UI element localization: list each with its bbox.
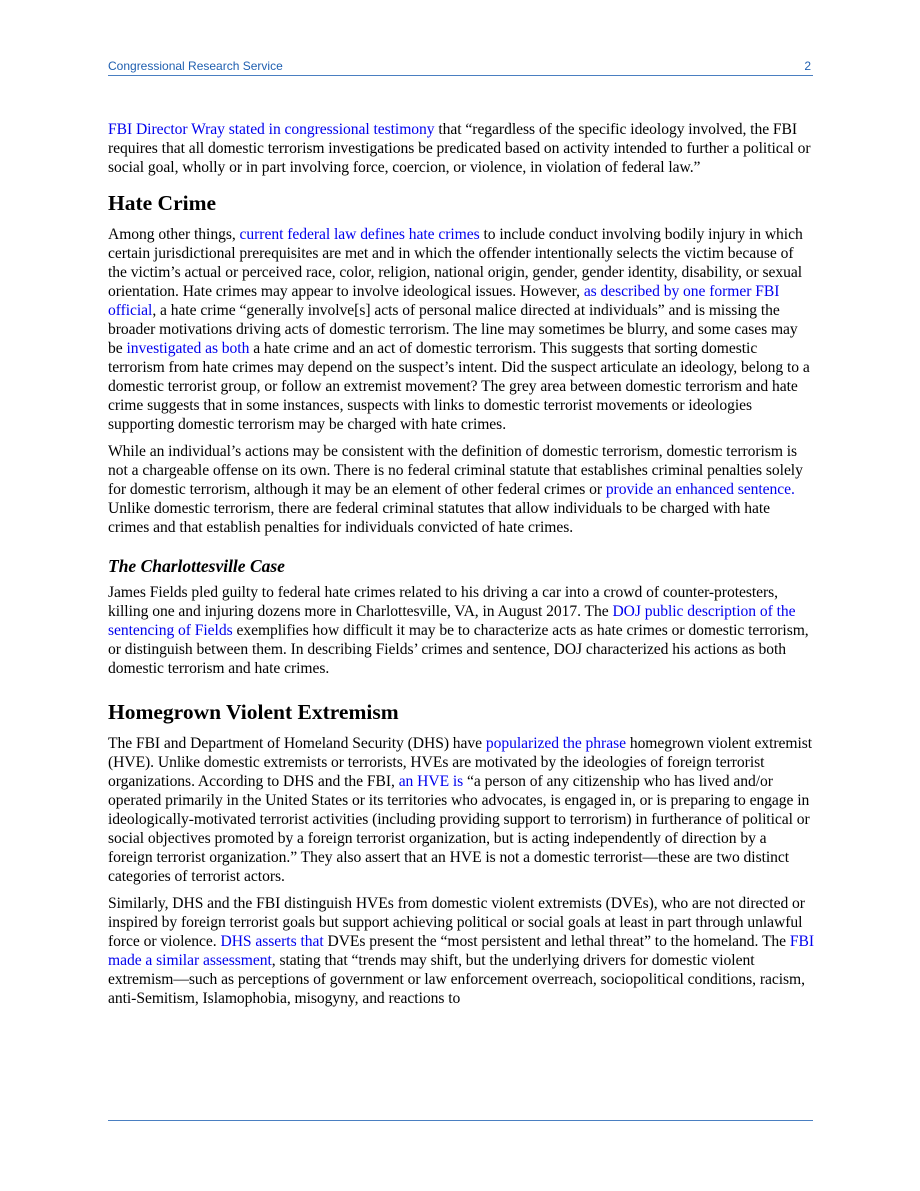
paragraph-text: that “regardless of the specific ideology involved, the FBI requires that all domestic terrorism investigations be predicated based on activity intended to further a political or social goal, wholly or in part involving force, coercion, or violence, in violation of federal law.” (108, 121, 811, 176)
paragraph-text: While an individual’s actions may be consistent with the definition of domestic terrorism, domestic terrorism is not a chargeable offense on its own. There is no federal criminal statute that establishes criminal penalties solely for domestic terrorism, although it may be an element of other federal crimes or (108, 443, 803, 498)
link-former-fbi-official[interactable]: as described by one former FBI official (108, 283, 780, 319)
page-number: 2 (804, 59, 811, 73)
paragraph-text: exemplifies how difficult it may be to characterize acts as hate crimes or domestic terrorism, or distinguish between them. In describing Fields’ crimes and sentence, DOJ characterized his actions as both domestic terrorism and hate crimes. (108, 622, 809, 677)
paragraph-text: to include conduct involving bodily injury in which certain jurisdictional prerequisites are met and in which the offender intentionally selects the victim because of the victim’s actual or perceived race, color, religion, national origin, gender, gender identity, disability, or sexual orientation. Hate crimes may appear to involve ideological issues. However, (108, 226, 803, 300)
link-an-hve-is[interactable]: an HVE is (398, 773, 464, 790)
heading-homegrown-violent-extremism: Homegrown Violent Extremism (108, 700, 399, 724)
link-investigated-as-both[interactable]: investigated as both (126, 340, 250, 357)
hve-paragraph-2 (108, 894, 814, 1008)
hate-crime-paragraph-2 (108, 442, 814, 537)
paragraph-text: DVEs present the “most persistent and lethal threat” to the homeland. The (323, 933, 790, 950)
link-wray-testimony[interactable]: FBI Director Wray stated in congressional testimony (108, 121, 435, 138)
link-enhanced-sentence[interactable]: provide an enhanced sentence. (605, 481, 795, 498)
paragraph-text: The FBI and Department of Homeland Security (DHS) have (108, 735, 486, 752)
link-popularized-phrase[interactable]: popularized the phrase (485, 735, 626, 752)
document-body (108, 120, 814, 1016)
paragraph-text: “a person of any citizenship who has lived and/or operated primarily in the United States or its territories who advocates, is engaged in, or is preparing to engage in ideologically-motivated terrorist activities (including providing support to terrorism) in furtherance of political or social objectives promoted by a foreign terrorist organization, but is acting independently of direction by a foreign terrorist organization.” They also assert that an HVE is not a domestic terrorist—these are two distinct categories of terrorist actors. (108, 773, 810, 885)
footer-divider (108, 1120, 813, 1121)
link-federal-law-hate-crimes[interactable]: current federal law defines hate crimes (239, 226, 480, 243)
paragraph-text: , a hate crime “generally involve[s] acts of personal malice directed at individuals” and is missing the broader motivations driving acts of domestic terrorism. The line may sometimes be blurry, and some cases may be (108, 302, 798, 357)
paragraph-text: , stating that “trends may shift, but the underlying drivers for domestic violent extremism—such as perceptions of government or law enforcement overreach, sociopolitical conditions, racism, anti-Semitism, Islamophobia, misogyny, and reactions to (108, 952, 805, 1007)
paragraph-text: homegrown violent extremist (HVE). Unlike domestic extremists or terrorists, HVEs are motivated by the ideologies of foreign terrorist organizations. According to DHS and the FBI, (108, 735, 813, 790)
paragraph-text: Similarly, DHS and the FBI distinguish HVEs from domestic violent extremists (DVEs), who are not directed or inspired by foreign terrorist goals but support achieving political or social goals at least in part through unlawful force or violence. (108, 895, 805, 950)
heading-hate-crime: Hate Crime (108, 191, 217, 215)
page-header (108, 57, 813, 76)
charlottesville-paragraph (108, 583, 814, 678)
hve-paragraph-1 (108, 734, 814, 886)
heading-charlottesville-case: The Charlottesville Case (108, 556, 285, 576)
paragraph-text: Among other things, (108, 226, 240, 243)
hate-crime-paragraph-1 (108, 225, 814, 434)
paragraph-text: a hate crime and an act of domestic terrorism. This suggests that sorting domestic terrorism from hate crimes may depend on the suspect’s intent. Did the suspect articulate an ideology, belong to a domestic terrorist group, or follow an extremist movement? The grey area between domestic terrorism and hate crime suggests that in some instances, suspects with links to domestic terrorist movements or ideologies supporting domestic terrorism may be charged with hate crimes. (108, 340, 810, 433)
paragraph-text: Unlike domestic terrorism, there are federal criminal statutes that allow individuals to be charged with hate crimes and that establish penalties for individuals convicted of hate crimes. (108, 500, 770, 536)
link-fbi-assessment[interactable]: FBI made a similar assessment (108, 933, 815, 969)
link-doj-description[interactable]: DOJ public description of the sentencing of Fields (108, 603, 796, 639)
link-dhs-asserts[interactable]: DHS asserts that (220, 933, 324, 950)
intro-paragraph (108, 120, 814, 177)
header-organization: Congressional Research Service (108, 59, 283, 73)
paragraph-text: James Fields pled guilty to federal hate crimes related to his driving a car into a crowd of counter-protesters, killing one and injuring dozens more in Charlottesville, VA, in August 2017. The (108, 584, 779, 620)
